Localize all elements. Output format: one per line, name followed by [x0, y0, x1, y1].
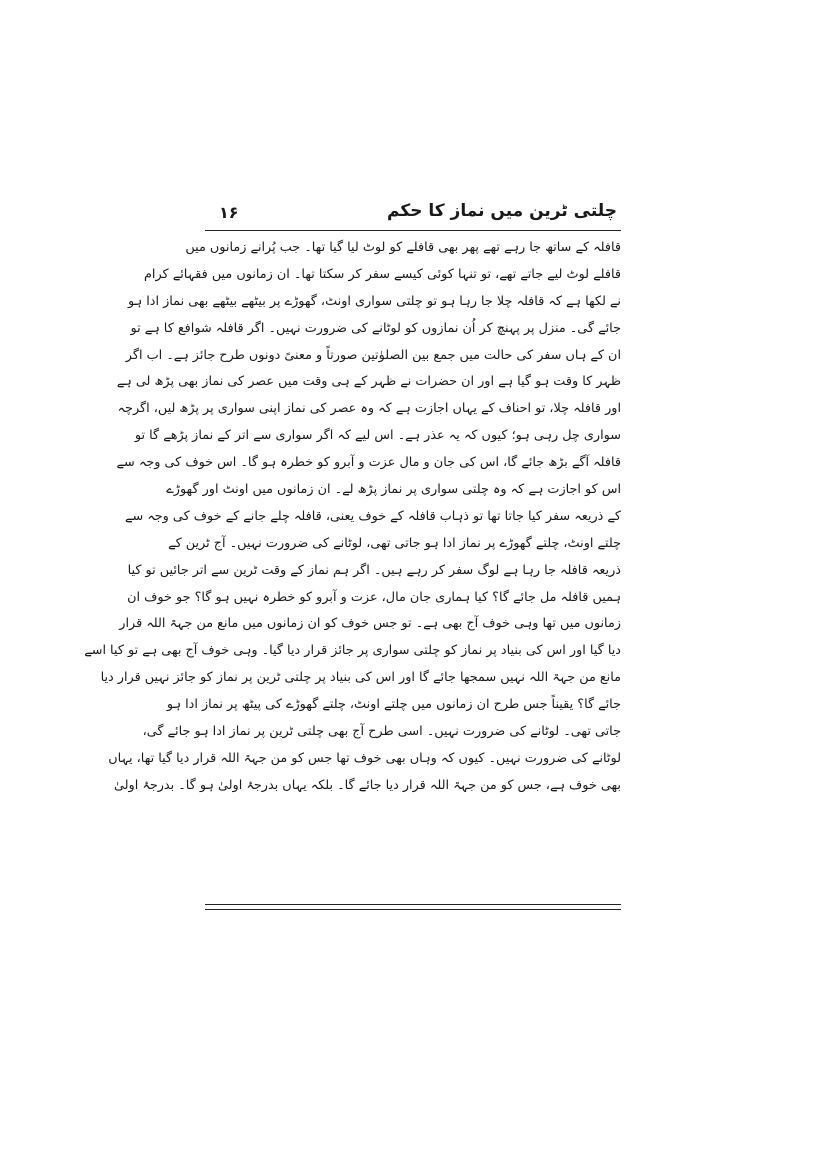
text-line: زمانوں میں تھا وہی خوف آج بھی ہے۔ تو جس خوف کو ان زمانوں میں مانع من جہۃ اللہ قرار — [119, 616, 621, 632]
text-line: چلتے اونٹ، چلتے گھوڑے پر نماز ادا ہو جاتی تھی، لوٹانے کی ضرورت نہیں۔ آج ٹرین کے — [168, 535, 621, 551]
running-title: چلتی ٹرین میں نماز کا حکم — [386, 201, 617, 221]
footer-rule — [205, 909, 621, 910]
text-line: لوٹانے کی ضرورت نہیں۔ کیوں کہ وہاں بھی خوف تھا جس کو من جہۃ اللہ قرار دیا گیا تھا، یہاں — [108, 750, 621, 766]
text-line: اور قافلہ چلا، تو احناف کے یہاں اجازت ہے کہ وہ عصر کی نماز اپنی سواری پر پڑھ لیں، اگرچہ — [117, 401, 621, 417]
text-line: ذریعہ قافلہ جا رہا ہے لوگ سفر کر رہے ہیں۔ اگر ہم نماز کے وقت ٹرین سے اتر جائیں تو کیا — [127, 562, 621, 578]
footer-rule — [205, 904, 621, 905]
text-line: سواری چل رہی ہو؛ کیوں کہ یہ عذر ہے۔ اس لیے کہ اگر سواری سے اتر کے نماز پڑھے گا تو — [134, 428, 621, 444]
page-number: ۱۶ — [219, 203, 239, 222]
text-line: ان کے ہاں سفر کی حالت میں جمع بین الصلوٰتین صورتاً و معنیً دونوں طرح جائز ہے۔ اب اگر — [125, 347, 621, 363]
page-header — [205, 195, 621, 229]
body-text — [84, 235, 621, 800]
text-line: بھی خوف ہے، جس کو من جہۃ اللہ قرار دیا جائے گا۔ بلکہ یہاں بدرجۂ اولیٰ ہو گا۔ بدرجۂ اولیٰ — [113, 777, 621, 793]
text-line: دیا گیا اور اس کی بنیاد پر نماز کو چلتی سواری پر جائز قرار دیا گیا۔ وہی خوف آج بھی ہے تو کیا اسے — [84, 643, 621, 659]
text-line: جائے گا؟ یقیناً جس طرح ان زمانوں میں چلتے اونٹ، چلتے گھوڑے کی پیٹھ پر نماز ادا ہو — [166, 697, 621, 713]
text-line: جائے گی۔ منزل پر پہنچ کر اُن نمازوں کو لوٹانے کی ضرورت نہیں۔ اگر قافلہ شوافع کا ہے تو — [130, 320, 621, 336]
text-line: جاتی تھی۔ لوٹانے کی ضرورت نہیں۔ اسی طرح آج بھی چلتی ٹرین پر نماز ادا ہو جائے گی، — [142, 724, 621, 740]
book-page — [84, 195, 621, 925]
header-rule — [205, 230, 621, 231]
text-line: ہمیں قافلہ مل جائے گا؟ کیا ہماری جان مال، عزت و آبرو کو خطرہ نہیں ہو گا؟ جو خوف ان — [127, 589, 621, 605]
text-line: مانع من جہۃ اللہ نہیں سمجھا جائے گا اور اس کی بنیاد پر چلتی ٹرین پر نماز کو جائز نہیں قرار دیا — [100, 670, 621, 686]
text-line: قافلے لوٹ لیے جاتے تھے، تو تنہا کوئی کیسے سفر کر سکتا تھا۔ ان زمانوں میں فقہائے کرام — [144, 266, 621, 282]
text-line: قافلہ آگے بڑھ جائے گا، اس کی جان و مال عزت و آبرو کو خطرہ ہو گا۔ اس خوف کی وجہ سے — [116, 455, 621, 471]
text-line: قافلہ کے ساتھ جا رہے تھے پھر بھی قافلے کو لوٹ لیا گیا تھا۔ جب پُرانے زمانوں میں — [185, 240, 621, 255]
text-line: اس کو اجازت ہے کہ وہ چلتی سواری پر نماز پڑھ لے۔ ان زمانوں میں اونٹ اور گھوڑے — [166, 482, 621, 498]
text-line: ظہر کا وقت ہو گیا ہے اور ان حضرات نے ظہر کے ہی وقت میں عصر کی نماز بھی پڑھ لی ہے — [116, 374, 621, 390]
text-line: نے لکھا ہے کہ قافلہ چلا جا رہا ہو تو چلتی سواری اونٹ، گھوڑے پر بیٹھے بیٹھے بھی نماز ادا ہو — [128, 293, 621, 309]
text-line: کے ذریعہ سفر کیا جاتا تھا تو ذہاب قافلہ کے خوف یعنی، قافلہ چلے جانے کے خوف کی وجہ سے — [124, 508, 621, 524]
